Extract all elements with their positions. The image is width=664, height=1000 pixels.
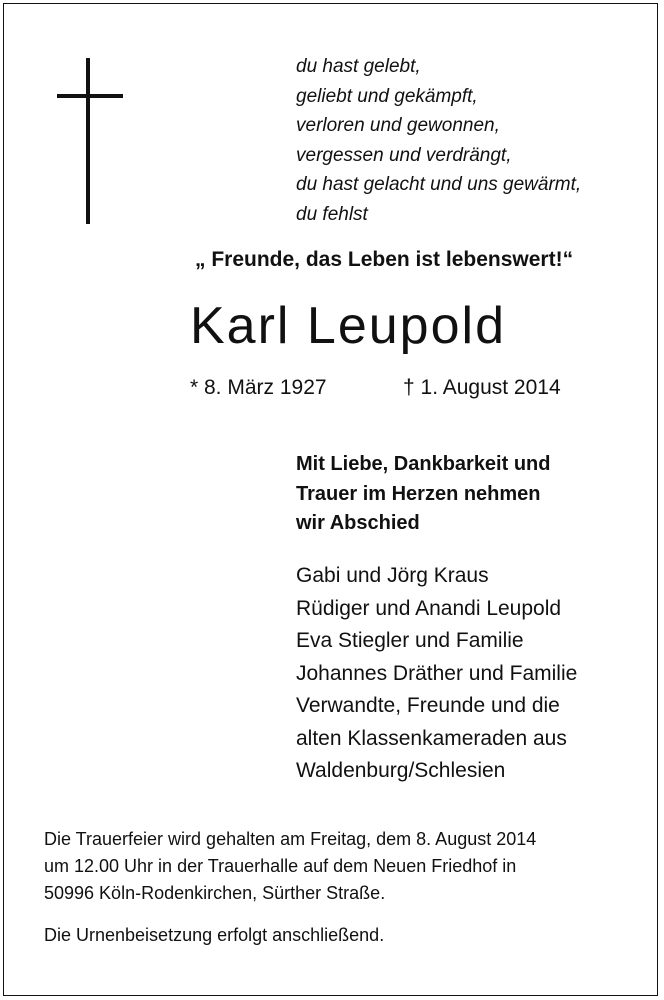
mourner-line: Eva Stiegler und Familie xyxy=(296,629,524,652)
cross-horizontal-bar xyxy=(57,94,123,98)
service-line: 50996 Köln-Rodenkirchen, Sürther Straße. xyxy=(44,883,386,903)
farewell-intro xyxy=(296,450,550,539)
poem-line: verloren und gewonnen, xyxy=(296,115,500,136)
poem-line: du hast gelacht und uns gewärmt, xyxy=(296,174,582,195)
mourner-line: Rüdiger und Anandi Leupold xyxy=(296,596,562,620)
quote: „ Freunde, das Leben ist lebenswert!“ xyxy=(195,248,574,271)
cross-vertical-bar xyxy=(86,58,90,224)
poem-line: du fehlst xyxy=(296,203,368,225)
mourner-line: alten Klassenkameraden aus xyxy=(296,726,567,750)
intro-line: wir Abschied xyxy=(296,512,420,534)
death-date: † 1. August 2014 xyxy=(403,376,561,399)
service-info xyxy=(44,826,536,907)
mourner-line: Gabi und Jörg Kraus xyxy=(296,564,489,587)
service-line: um 12.00 Uhr in der Trauerhalle auf dem Neuen Friedhof in xyxy=(44,856,517,876)
poem-line: du hast gelebt, xyxy=(296,56,421,77)
mourner-line: Verwandte, Freunde und die xyxy=(296,694,560,717)
mourners-list xyxy=(296,560,577,788)
mourner-line: Johannes Dräther und Familie xyxy=(296,661,578,685)
mourner-line: Waldenburg/Schlesien xyxy=(296,759,506,782)
poem xyxy=(296,52,581,229)
intro-line: Mit Liebe, Dankbarkeit und xyxy=(296,453,551,475)
poem-line: geliebt und gekämpft, xyxy=(296,85,478,107)
deceased-name: Karl Leupold xyxy=(190,297,506,355)
poem-line: vergessen und verdrängt, xyxy=(296,144,512,166)
intro-line: Trauer im Herzen nehmen xyxy=(296,482,541,505)
service-line: Die Trauerfeier wird gehalten am Freitag, dem 8. August 2014 xyxy=(44,829,537,849)
urn-burial-note: Die Urnenbeisetzung erfolgt anschließend. xyxy=(44,925,385,945)
birth-date: * 8. März 1927 xyxy=(190,376,327,399)
